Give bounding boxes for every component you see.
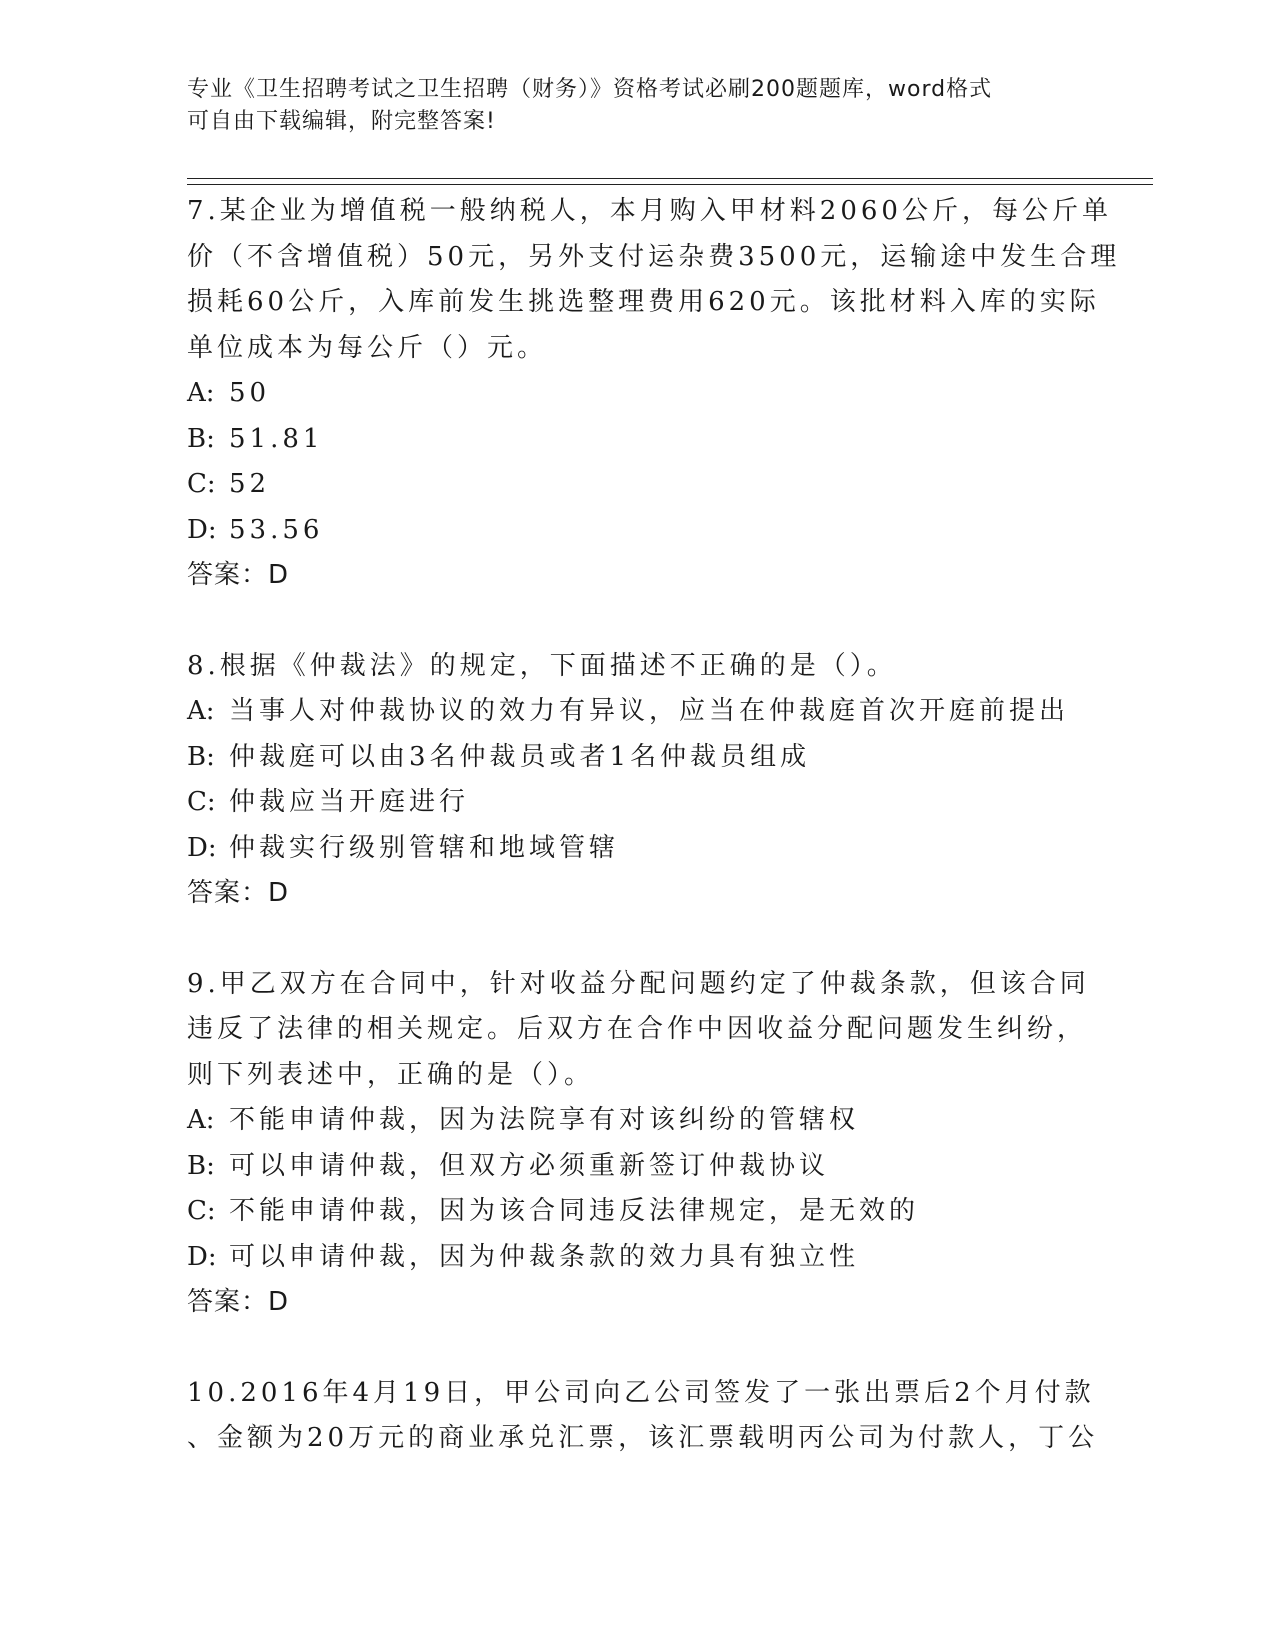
option-a [187,371,1107,417]
option-text: 51.81 [229,423,324,454]
question-stem [187,644,1107,690]
question-list [187,189,1121,1462]
question-10 [187,1371,1107,1462]
stem-line: 8.根据《仲裁法》的规定，下面描述不正确的是（）。 [187,650,897,681]
option-d [187,1235,1107,1281]
option-letter: D: [187,514,217,545]
option-a [187,689,1107,735]
option-letter: B: [187,1150,215,1181]
question-8 [187,644,1107,917]
stem-line: 9.甲乙双方在合同中，针对收益分配问题约定了仲裁条款，但该合同 [187,968,1090,999]
option-b [187,735,1107,781]
option-text: 不能申请仲裁，因为该合同违反法律规定，是无效的 [229,1196,920,1226]
option-letter: B: [187,741,215,772]
stem-line: 、金额为20万元的商业承兑汇票，该汇票载明丙公司为付款人，丁公 [187,1423,1099,1453]
question-gap [187,1326,1107,1371]
stem-line: 单位成本为每公斤（）元。 [187,332,548,363]
question-gap [187,917,1107,962]
option-b [187,417,1107,463]
option-letter: A: [187,1105,215,1135]
option-letter: D: [187,832,217,863]
document-header [187,74,1087,138]
option-letter: D: [187,1241,217,1272]
option-letter: C: [187,1196,216,1226]
option-text: 当事人对仲裁协议的效力有异议，应当在仲裁庭首次开庭前提出 [229,696,1070,726]
option-letter: B: [187,423,215,454]
option-letter: A: [187,378,215,408]
option-text: 可以申请仲裁，因为仲裁条款的效力具有独立性 [229,1241,860,1272]
stem-line: 损耗60公斤，入库前发生挑选整理费用620元。该批材料入库的实际 [187,287,1100,317]
option-text: 仲裁庭可以由3名仲裁员或者1名仲裁员组成 [229,741,811,772]
question-9 [187,962,1107,1326]
option-text: 53.56 [229,514,324,545]
stem-line: 价（不含增值税）50元，另外支付运杂费3500元，运输途中发生合理 [187,241,1121,272]
option-c [187,780,1107,826]
option-b [187,1144,1107,1190]
question-stem [187,189,1121,371]
answer-line: 答案：D [187,878,290,908]
option-text: 50 [229,378,271,408]
option-c [187,1189,1107,1235]
option-letter: A: [187,696,215,726]
option-d [187,826,1107,872]
stem-line: 10.2016年4月19日，甲公司向乙公司签发了一张出票后2个月付款 [187,1377,1095,1408]
stem-line: 违反了法律的相关规定。后双方在合作中因收益分配问题发生纠纷， [187,1014,1088,1044]
option-text: 不能申请仲裁，因为法院享有对该纠纷的管辖权 [229,1105,860,1135]
option-text: 可以申请仲裁，但双方必须重新签订仲裁协议 [229,1150,830,1181]
option-text: 仲裁应当开庭进行 [229,787,470,817]
answer-line: 答案：D [187,1287,290,1317]
question-stem [187,962,1107,1099]
stem-line: 7.某企业为增值税一般纳税人，本月购入甲材料2060公斤，每公斤单 [187,196,1112,226]
header-line-2: 可自由下载编辑，附完整答案! [187,109,496,134]
question-gap [187,599,1107,644]
option-letter: C: [187,469,216,499]
option-a [187,1098,1107,1144]
question-stem [187,1371,1107,1462]
stem-line: 则下列表述中，正确的是（）。 [187,1059,595,1090]
question-7 [187,189,1121,599]
header-line-1: 专业《卫生招聘考试之卫生招聘（财务）》资格考试必刷200题题库，word格式 [187,77,993,102]
header-divider [187,178,1153,185]
option-d [187,508,1107,554]
option-text: 仲裁实行级别管辖和地域管辖 [229,832,620,863]
option-letter: C: [187,787,216,817]
answer-line: 答案：D [187,560,290,590]
option-c [187,462,1107,508]
option-text: 52 [229,469,271,499]
